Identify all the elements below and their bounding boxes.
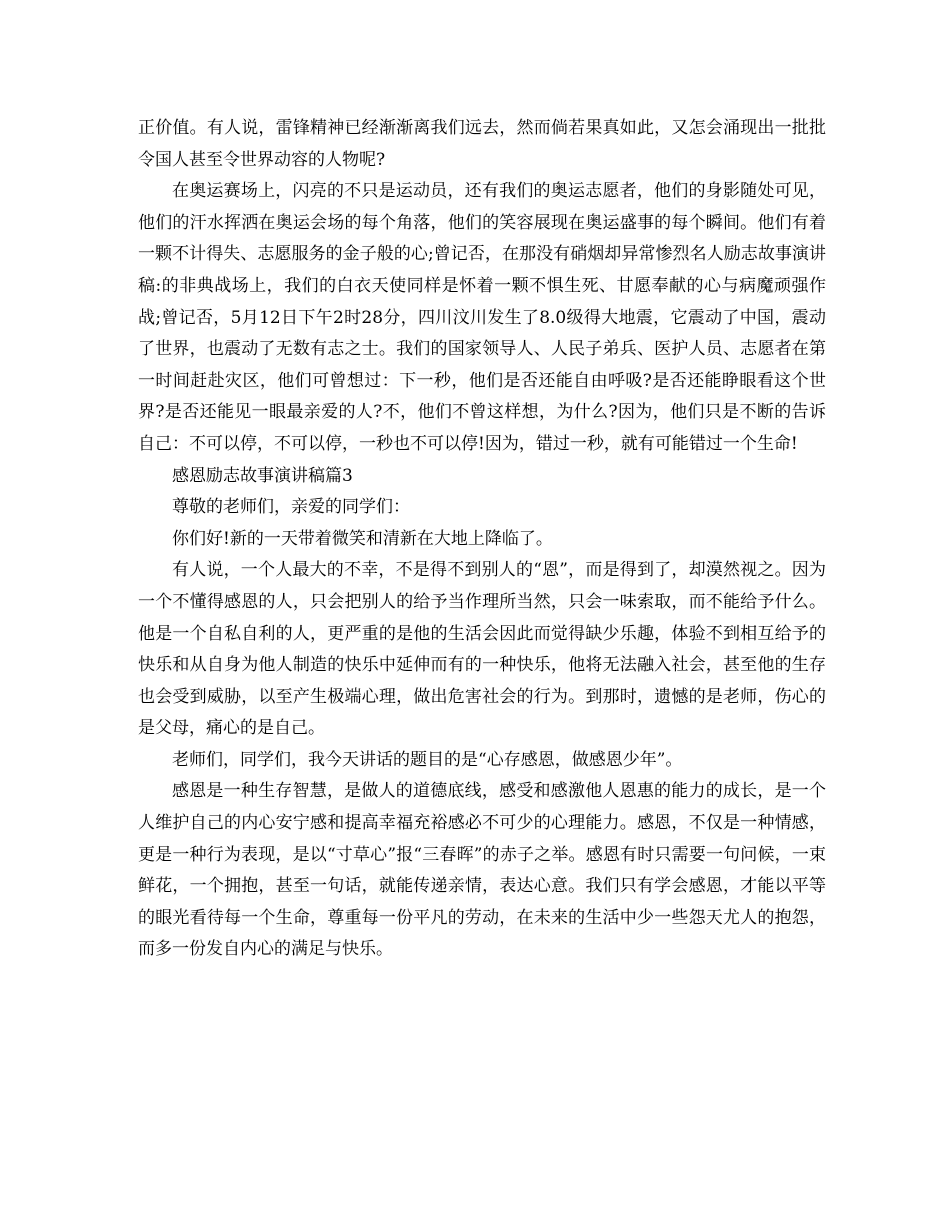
greeting: 你们好!新的一天带着微笑和清新在大地上降临了。 bbox=[172, 528, 553, 549]
section-heading: 感恩励志故事演讲稿篇3 bbox=[172, 465, 353, 486]
salutation: 尊敬的老师们，亲爱的同学们： bbox=[172, 497, 410, 518]
paragraph-gratitude-wisdom: 感恩是一种生存智慧，是做人的道德底线，感受和感激他人恩惠的能力的成长，是一个人维护自己的内心安宁感和提高幸福充裕感必不可少的心理能力。感恩，不仅是一种情感，更是一种行为表现，是以“寸草心”报“三春晖”的赤子之举。感恩有时只需要一句问候，一束鲜花，一个拥抱，甚至一句话，就能传递亲情，表达心意。我们只有学会感恩，才能以平等的眼光看待每一个生命，尊重每一份平凡的劳动，在未来的生活中少一些怨天尤人的抱怨，而多一份发自内心的满足与快乐。 bbox=[138, 781, 826, 960]
paragraph-olympic-volunteers: 在奥运赛场上，闪亮的不只是运动员，还有我们的奥运志愿者，他们的身影随处可见，他们的汗水挥洒在奥运会场的每个角落，他们的笑容展现在奥运盛事的每个瞬间。他们有着一颗不计得失、志愿服务的金子般的心;曾记否，在那没有硝烟却异常惨烈名人励志故事演讲稿:的非典战场上，我们的白衣天使同样是怀着一颗不惧生死、甘愿奉献的心与病魔顽强作战;曾记否，5月12日下午2时28分，四川汶川发生了8.0级得大地震，它震动了中国，震动了世界，也震动了无数有志之士。我们的国家领导人、人民子弟兵、医护人员、志愿者在第一时间赶赴灾区，他们可曾想过：下一秒，他们是否还能自由呼吸?是否还能睁眼看这个世界?是否还能见一眼最亲爱的人?不，他们不曾这样想，为什么?因为，他们只是不断的告诉自己：不可以停，不可以停，一秒也不可以停!因为，错过一秒，就有可能错过一个生命! bbox=[138, 181, 826, 454]
speech-topic: 老师们，同学们，我今天讲话的题目的是“心存感恩，做感恩少年”。 bbox=[172, 749, 683, 770]
paragraph-gratitude-intro: 有人说，一个人最大的不幸，不是得不到别人的“恩”，而是得到了，却漠然视之。因为一个不懂得感恩的人，只会把别人的给予当作理所当然，只会一味索取，而不能给予什么。他是一个自私自利的人，更严重的是他的生活会因此而觉得缺少乐趣，体验不到相互给予的快乐和从自身为他人制造的快乐中延伸而有的一种快乐，他将无法融入社会，甚至他的生存也会受到威胁，以至产生极端心理，做出危害社会的行为。到那时，遗憾的是老师，伤心的是父母，痛心的是自己。 bbox=[138, 560, 826, 739]
paragraph-continuation: 正价值。有人说，雷锋精神已经渐渐离我们远去，然而倘若果真如此，又怎会涌现出一批批令国人甚至令世界动容的人物呢? bbox=[138, 118, 826, 170]
document-body bbox=[138, 113, 826, 966]
